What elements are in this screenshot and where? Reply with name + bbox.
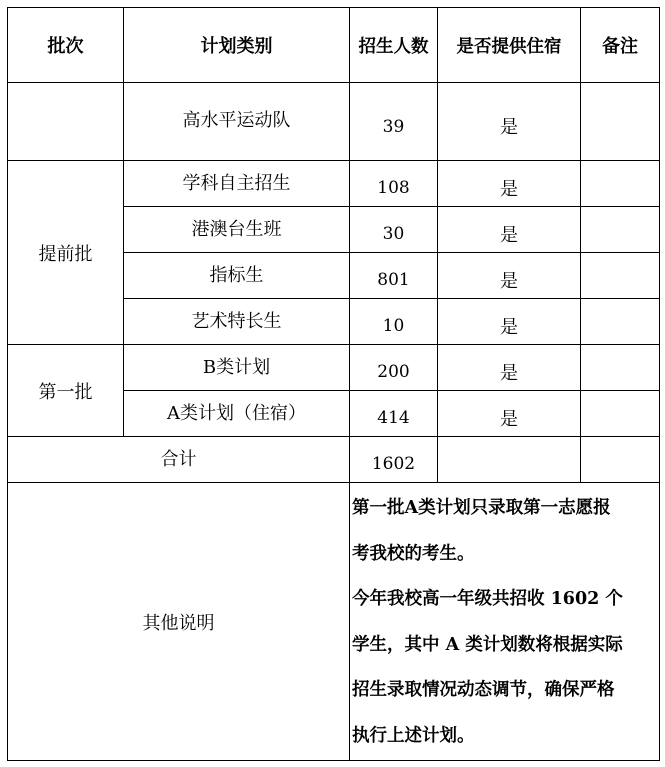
category-cell: 艺术特长生 [191,310,282,332]
category-cell: 学科自主招生 [182,172,291,194]
header-category: 计划类别 [200,36,273,57]
count-cell: 30 [382,223,405,244]
header-count: 招生人数 [358,36,429,57]
lodging-cell: 是 [500,316,518,338]
batch-cell: 提前批 [38,243,93,265]
count-cell: 801 [377,269,410,290]
header-remark: 备注 [602,36,638,57]
lodging-cell: 是 [500,116,518,138]
note-line: 执行上述计划。 [352,725,475,746]
count-cell: 200 [377,361,410,382]
other-notes-label: 其他说明 [142,612,215,634]
category-cell: B类计划 [202,356,271,378]
count-cell: 108 [377,177,410,198]
note-line: 招生录取情况动态调节，确保严格 [352,680,615,700]
header-lodging: 是否提供住宿 [456,36,562,57]
category-cell: A类计划（住宿） [167,402,306,424]
lodging-cell: 是 [500,408,518,430]
note-line: 考我校的考生。 [352,543,475,564]
note-line: 学生，其中 A 类计划数将根据实际 [352,634,623,655]
count-cell: 10 [382,315,405,336]
header-batch: 批次 [47,36,84,57]
category-cell: 港澳台生班 [191,218,282,240]
note-line: 第一批A类计划只录取第一志愿报 [352,498,611,518]
other-notes-text [352,486,660,759]
lodging-cell: 是 [500,362,518,384]
note-line: 今年我校高一年级共招收 1602 个 [352,589,623,609]
lodging-cell: 是 [500,178,518,200]
count-cell: 414 [377,407,410,428]
count-cell: 39 [382,116,405,137]
batch-cell: 第一批 [38,381,93,403]
total-count: 1602 [371,453,416,474]
border-bottom [7,760,659,761]
total-label: 合计 [160,448,197,470]
category-cell: 指标生 [209,264,264,286]
category-cell: 高水平运动队 [182,109,291,131]
lodging-cell: 是 [500,224,518,246]
lodging-cell: 是 [500,270,518,292]
